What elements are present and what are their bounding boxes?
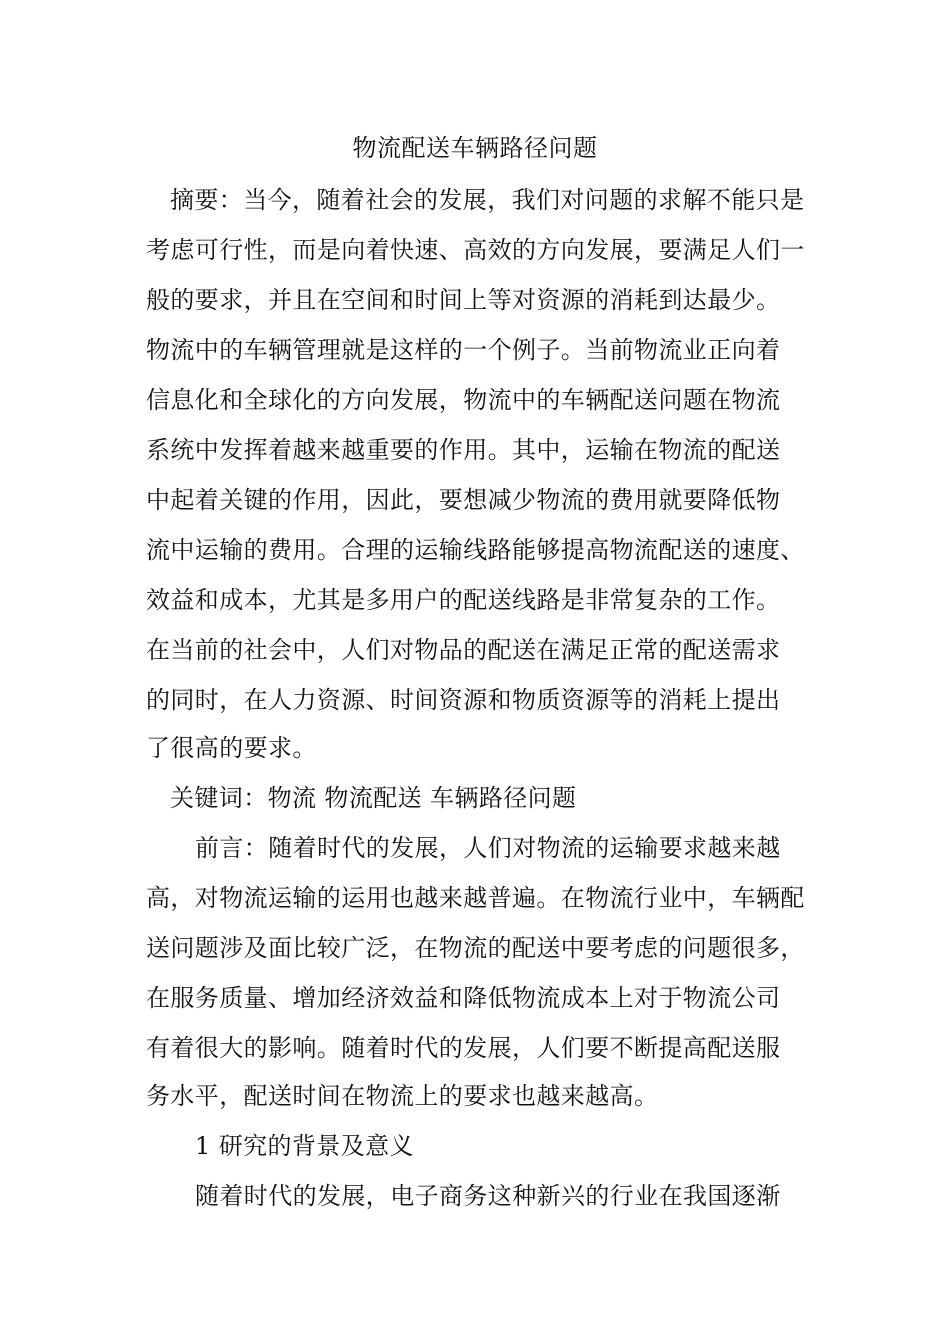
abstract-line: 物流中的车辆管理就是这样的一个例子。当前物流业正向着 bbox=[146, 336, 781, 364]
abstract-line: 流中运输的费用。合理的运输线路能够提高物流配送的速度、 bbox=[146, 536, 805, 564]
abstract-line: 考虑可行性，而是向着快速、高效的方向发展，要满足人们一 bbox=[146, 236, 805, 264]
keywords-line: 关键词：物流 物流配送 车辆路径问题 bbox=[170, 784, 577, 812]
preface-line: 高，对物流运输的运用也越来越普遍。在物流行业中，车辆配 bbox=[146, 884, 805, 912]
preface-line: 送问题涉及面比较广泛，在物流的配送中要考虑的问题很多， bbox=[146, 934, 805, 962]
preface-line: 有着很大的影响。随着时代的发展，人们要不断提高配送服 bbox=[146, 1034, 781, 1062]
abstract-line: 了很高的要求。 bbox=[146, 734, 317, 762]
abstract-line: 效益和成本，尤其是多用户的配送线路是非常复杂的工作。 bbox=[146, 586, 781, 614]
preface-line: 在服务质量、增加经济效益和降低物流成本上对于物流公司 bbox=[146, 984, 781, 1012]
preface-line: 前言：随着时代的发展，人们对物流的运输要求越来越 bbox=[195, 834, 781, 862]
abstract-line: 中起着关键的作用，因此，要想减少物流的费用就要降低物 bbox=[146, 486, 781, 514]
section-line: 随着时代的发展，电子商务这种新兴的行业在我国逐渐 bbox=[195, 1182, 781, 1210]
abstract-line: 信息化和全球化的方向发展，物流中的车辆配送问题在物流 bbox=[146, 386, 781, 414]
preface-line: 务水平，配送时间在物流上的要求也越来越高。 bbox=[146, 1082, 659, 1110]
abstract-line: 在当前的社会中，人们对物品的配送在满足正常的配送需求 bbox=[146, 636, 781, 664]
section-heading: 1 研究的背景及意义 bbox=[195, 1132, 414, 1160]
abstract-line: 摘要：当今，随着社会的发展，我们对问题的求解不能只是 bbox=[170, 186, 805, 214]
abstract-line: 般的要求，并且在空间和时间上等对资源的消耗到达最少。 bbox=[146, 286, 781, 314]
abstract-line: 的同时，在人力资源、时间资源和物质资源等的消耗上提出 bbox=[146, 686, 781, 714]
abstract-line: 系统中发挥着越来越重要的作用。其中，运输在物流的配送 bbox=[146, 436, 781, 464]
document-title: 物流配送车辆路径问题 bbox=[352, 134, 598, 162]
